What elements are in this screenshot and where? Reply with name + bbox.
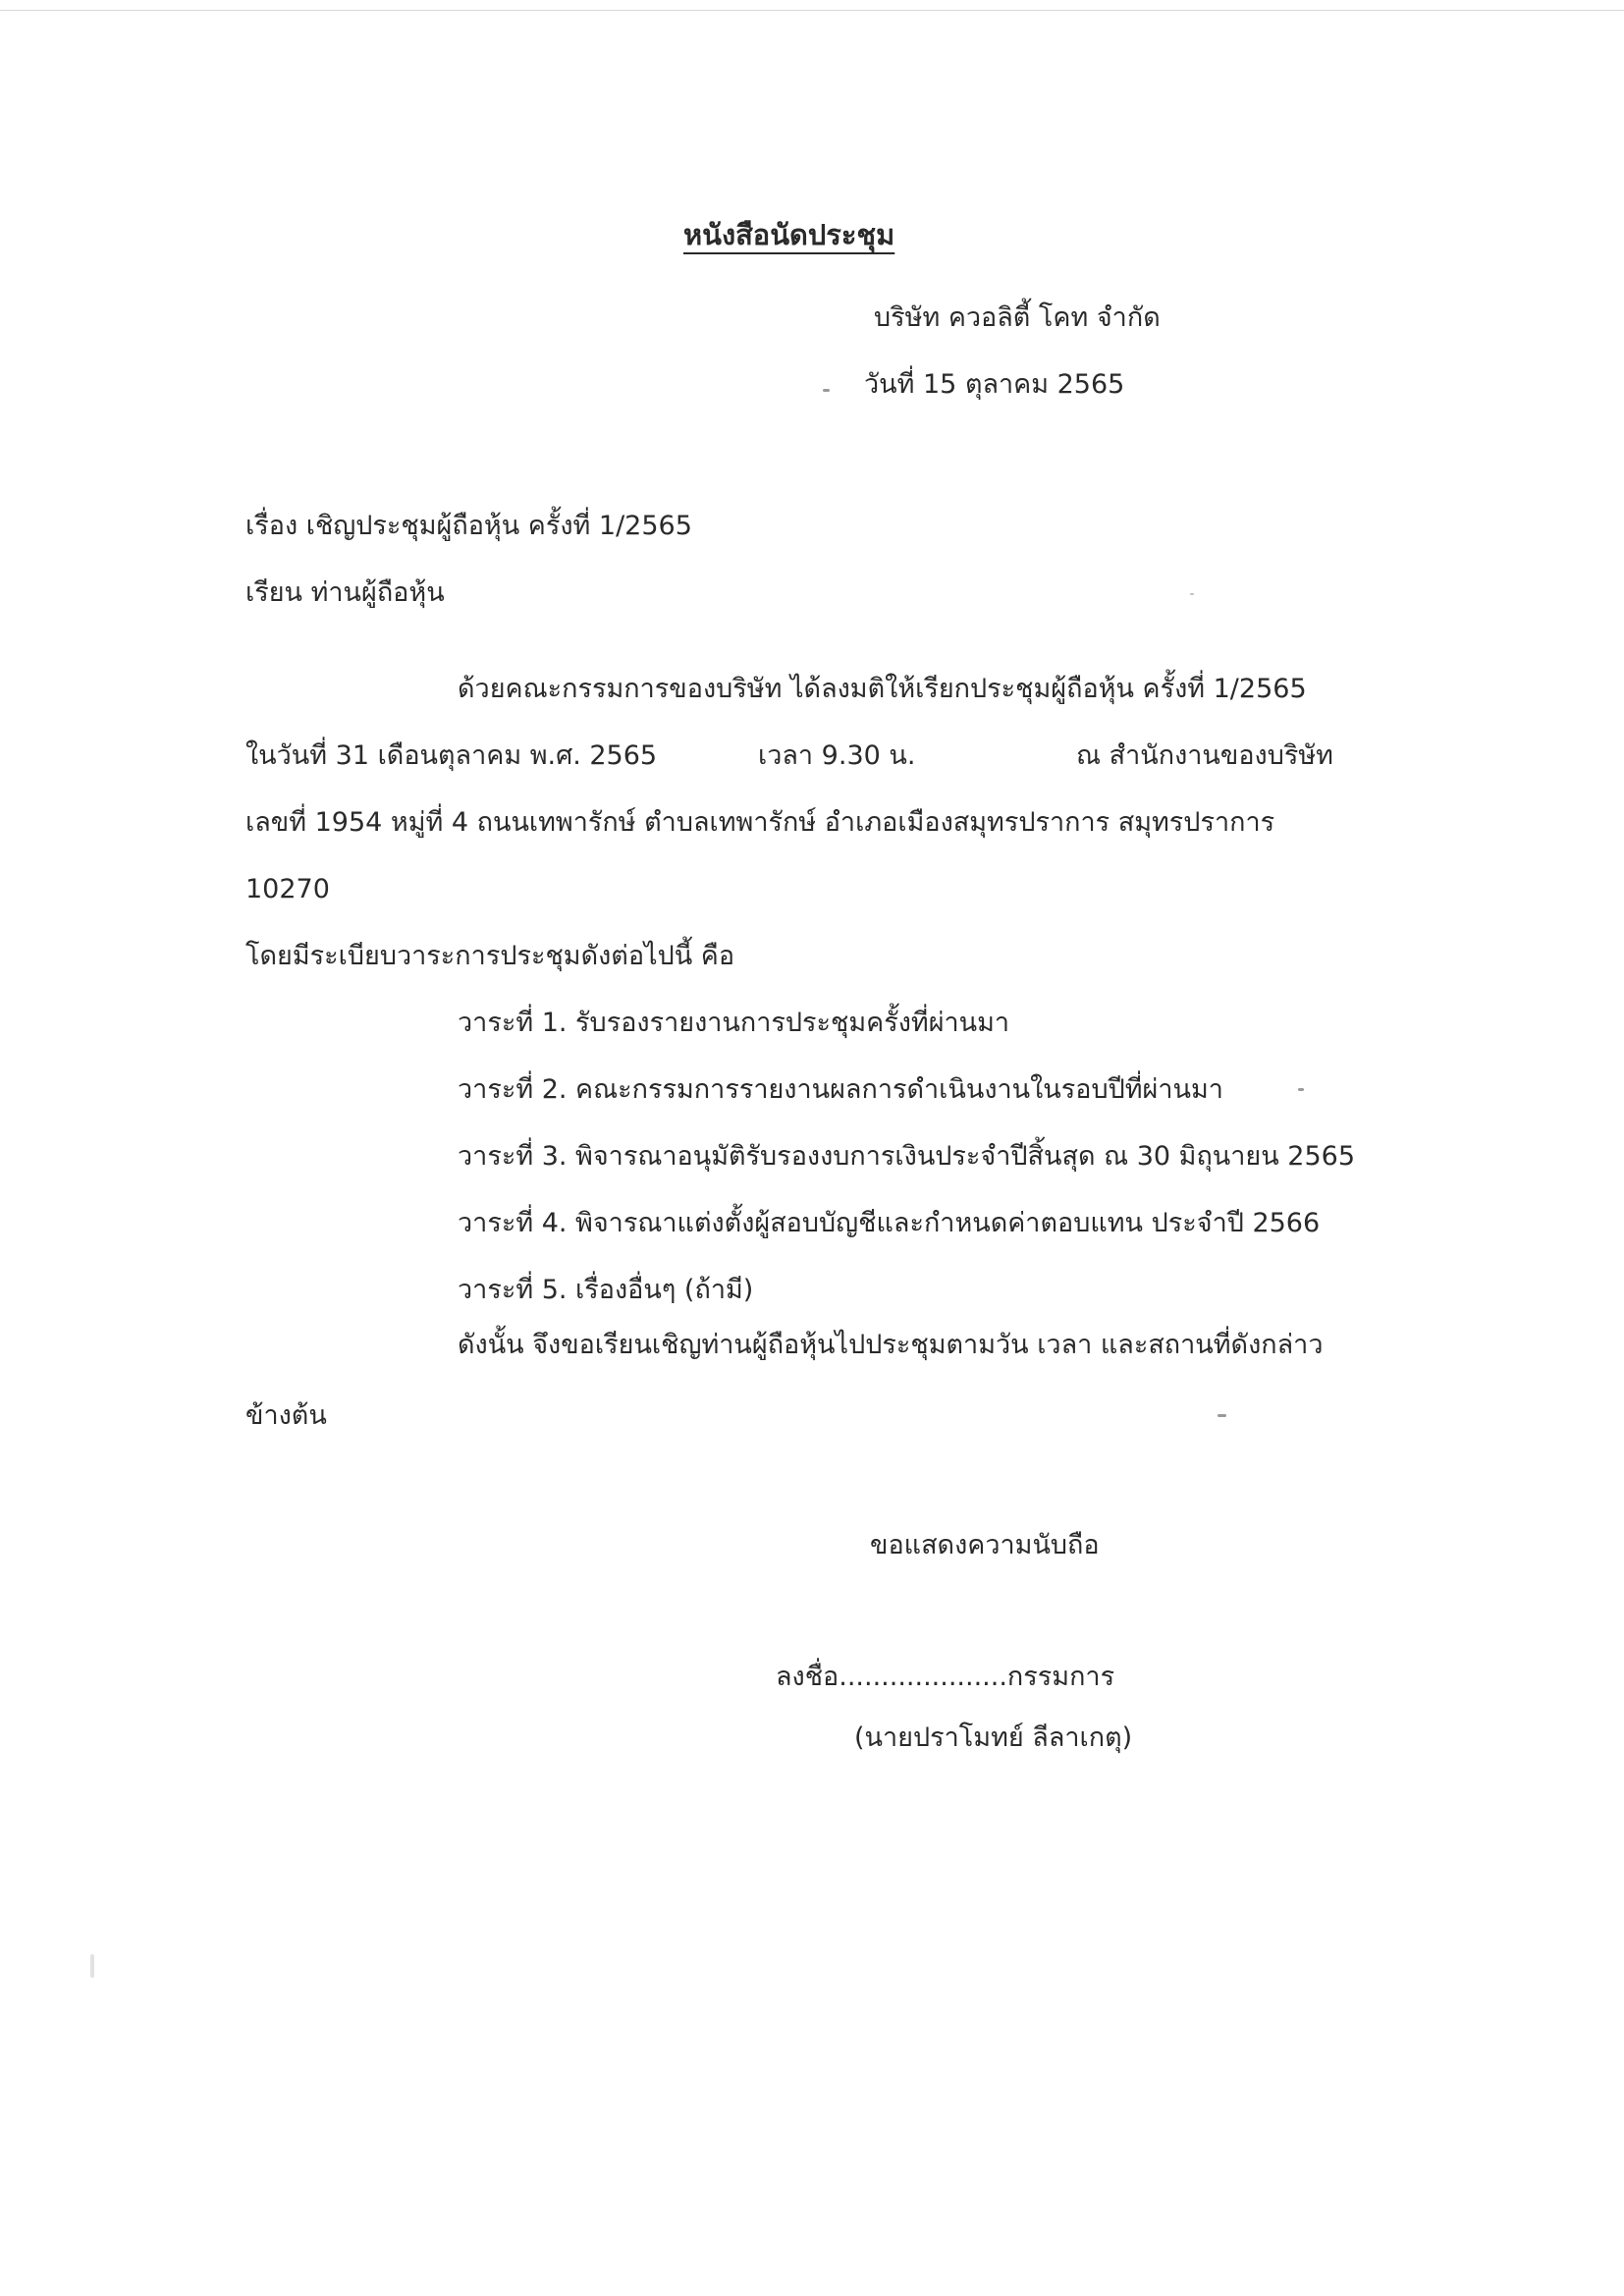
subject-line: เรื่อง เชิญประชุมผู้ถือหุ้น ครั้งที่ 1/2565 [245,511,692,541]
meeting-date: ในวันที่ 31 เดือนตุลาคม พ.ศ. 2565 [245,740,658,771]
scan-speck [1298,1088,1304,1091]
closing-line-1: ดังนั้น จึงขอเรียนเชิญท่านผู้ถือหุ้นไปประชุมตามวัน เวลา และสถานที่ดังกล่าว [458,1330,1324,1360]
company-name: บริษัท ควอลิตี้ โคท จำกัด [874,302,1161,333]
body-line-4: 10270 [245,874,330,904]
agenda-intro: โดยมีระเบียบวาระการประชุมดังต่อไปนี้ คือ [245,941,735,971]
addressee-line: เรียน ท่านผู้ถือหุ้น [245,577,445,608]
regards-line: ขอแสดงความนับถือ [870,1530,1100,1560]
agenda-item-2: วาระที่ 2. คณะกรรมการรายงานผลการดำเนินงานในรอบปีที่ผ่านมา [458,1074,1223,1105]
scan-speck [90,1954,94,1978]
scan-speck [823,389,830,392]
scan-speck [1218,1414,1226,1417]
signature-line: ลงชื่อ....................กรรมการ [776,1662,1115,1692]
agenda-item-5: วาระที่ 5. เรื่องอื่นๆ (ถ้ามี) [458,1275,754,1305]
scan-speck [1190,593,1194,595]
closing-line-2: ข้างต้น [245,1400,327,1431]
document-date: วันที่ 15 ตุลาคม 2565 [864,369,1125,400]
scan-edge [0,10,1624,11]
agenda-item-3: วาระที่ 3. พิจารณาอนุมัติรับรองงบการเงินประจำปีสิ้นสุด ณ 30 มิถุนายน 2565 [458,1141,1355,1172]
agenda-item-1: วาระที่ 1. รับรองรายงานการประชุมครั้งที่ผ่านมา [458,1008,1010,1038]
meeting-time: เวลา 9.30 น. [758,740,916,771]
body-line-3: เลขที่ 1954 หมู่ที่ 4 ถนนเทพารักษ์ ตำบลเทพารักษ์ อำเภอเมืองสมุทรปราการ สมุทรปราการ [245,807,1275,838]
document-title: หนังสือนัดประชุม [683,218,895,251]
signer-name: (นายปราโมทย์ ลีลาเกตุ) [854,1722,1133,1753]
body-line-1: ด้วยคณะกรรมการของบริษัท ได้ลงมติให้เรียกประชุมผู้ถือหุ้น ครั้งที่ 1/2565 [458,674,1307,704]
meeting-place: ณ สำนักงานของบริษัท [1076,740,1333,771]
agenda-item-4: วาระที่ 4. พิจารณาแต่งตั้งผู้สอบบัญชีและกำหนดค่าตอบแทน ประจำปี 2566 [458,1208,1321,1238]
